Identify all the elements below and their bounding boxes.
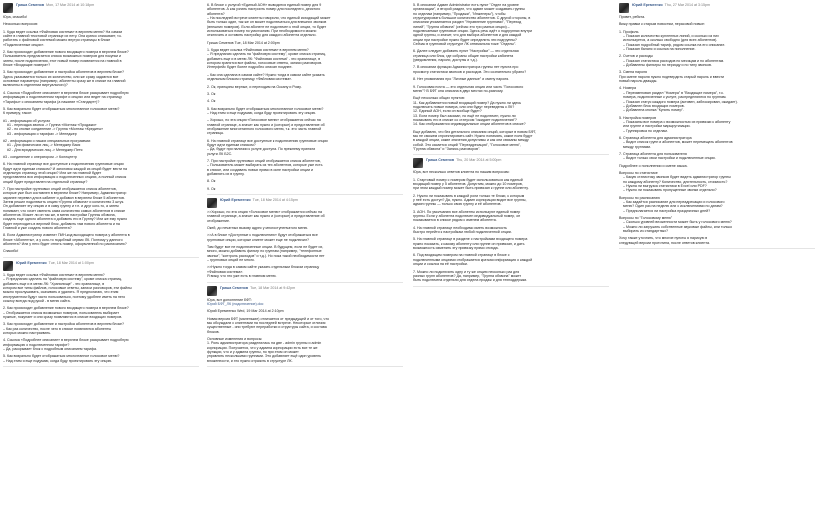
comment-line: следующей версии прототипа, после ответов клиента. xyxy=(619,240,710,245)
comment-line: К примеру, такое: xyxy=(3,111,33,116)
comment-line: Еще добавлю, что без детального описания опций, которые в новом БФТ, xyxy=(413,129,537,134)
avatar[interactable] xyxy=(207,286,217,296)
comment-line: Вопросы по статистике xyxy=(619,170,658,175)
comment xyxy=(413,3,609,151)
comment-line: создать еще одного абонента и добавить его в Группу? Или же ему нужно xyxy=(3,217,128,222)
comment-date: Tue, 18 Mar 2014 at 1:00pm xyxy=(48,260,94,265)
comment-line: абонента? Или у него будет отнять номер, оформленной по расписанию? xyxy=(3,242,127,247)
comment-line: «Подключенные опции». xyxy=(3,42,45,47)
comment-header xyxy=(207,198,403,208)
comment-line: 1. Куда ведет ссылка «Файловая система» в верхнем меню? xyxy=(3,272,105,277)
avatar[interactable] xyxy=(619,3,629,13)
comment-line: Пользователь предлагается список возможных номеров для покупки и xyxy=(3,54,122,59)
comment-line: – Я предлагаю сделать на "файловую систему", кроме списка страниц, xyxy=(3,277,123,282)
comment-line: Окей, до печатных вызову адрес у многоступенчатого меню. xyxy=(207,226,309,231)
comment-line: 4. Ок xyxy=(207,99,216,104)
comment-line: Там будут все не подключенные опции. В будущем, если не будет их, xyxy=(207,245,324,250)
comment-author[interactable]: Гриша Семенов xyxy=(426,158,455,163)
comment-line: 5. В описании Админ Administrator есть пункт "Отдел на уровне xyxy=(413,3,519,7)
comment-line: Хочу также уточнить, что многие пункты я нарисую в xyxy=(619,236,708,241)
comment-line: отдельную страницу этой опции? Или же на главной будет xyxy=(3,170,102,175)
comment-line: представлена вся информация о подключенных опциях, а полный список xyxy=(3,175,127,180)
comment-line: >>Нужно тогда в самом сайте указать отдельным блоком страницу xyxy=(207,265,320,270)
comment-line: мы не сможем спроектировать сайт. Нужно понимать, какие поля будут xyxy=(413,133,533,138)
comment-meta xyxy=(426,158,501,162)
comment-line: 6. Далее следует добавить пункт "Настройки" — это отдельная xyxy=(413,49,519,54)
comment-line: 2. Счетов и расходы xyxy=(619,54,653,59)
divider xyxy=(3,366,199,367)
comment-line: – Пользователь может выбирать из тех абонентов, которые уже есть xyxy=(207,163,323,168)
comment xyxy=(207,286,403,363)
comment-line: 9. Ок xyxy=(207,186,216,191)
comment-line: Интерфейс будет более подробно описан позднее. xyxy=(207,65,293,70)
comment-line: используется, а сколько свободно (для всех абонентов). xyxy=(623,38,718,43)
comment-header xyxy=(3,261,199,271)
comment-line: – Как она сделана в самом сайте? Нужно тогда в самом сайте указать xyxy=(207,72,325,77)
comment-line: 5. Как визуально будет отображаться многоэтапное голосовое меню? xyxy=(3,106,120,111)
comment-line: страница или блок, где собраны общие настройки кабинета xyxy=(413,53,514,58)
comment-line: Основные изменения и вопросы: xyxy=(207,336,263,341)
comment-line: много, можно добавить фильтр по группам (например, "телефонные xyxy=(207,249,322,254)
comment-line: 14. Как отображаются индивидуальные опции абонентов в списке? xyxy=(413,122,526,127)
comment-line: – Показан баланс и ссылка на пополнение. xyxy=(623,47,696,52)
comment-date: Thu, 27 Mar 2014 at 3:15pm xyxy=(664,3,710,7)
comment-line: работать с файловой системой можно внутри страницы в блоке xyxy=(3,38,111,43)
comment-date: Tue, 18 Mar 2014 at 4:15pm xyxy=(252,198,298,203)
avatar[interactable] xyxy=(413,158,423,168)
comment-line: – Отображается список возможных номеров, пользователь выбирает xyxy=(3,310,120,315)
comment-line: 1. Куда ведет ссылка «Файловая система» в верхнем меню? xyxy=(207,48,309,53)
comment-line: Юрий Еремеенко Wed, 19 Mar 2014 at 2:10pm xyxy=(207,309,284,314)
comment-line: абонентов. Может ли он так же, в меню настройки Группы обзвона, xyxy=(3,213,116,218)
comment-line: – Показан количество купленных линий, и сколько из них xyxy=(623,34,719,39)
comment-date: Tue, 18 Mar 2014 at 9:42pm xyxy=(250,285,296,290)
comment-line: сайте в главной текстовой странице их нету. Она кратко описывает, т.к. xyxy=(3,34,122,39)
comment-line: #1 - пересадка звонка -> Группа «Монтаж «Продажи» xyxy=(7,122,97,127)
comment-line: Я вижу, что это уже есть в главном меню. xyxy=(207,274,277,279)
comment-line: по отделам (например, "Продажи", "Инженеры"), чтобы xyxy=(413,11,506,16)
comment-line: по каждому абоненту? Количество, длительность, стоимость? xyxy=(623,179,728,184)
comment-meta xyxy=(220,198,298,202)
comment-line: – Нужно ли показывать пропущенные звонки отдельно? xyxy=(623,188,717,193)
comment xyxy=(413,158,609,282)
comment-line: инструментом будут часто пользоваться, поэтому удобнее иметь на него xyxy=(3,294,126,299)
comment-line: – Видит список групп и абонентов, может перемещать абонентов xyxy=(623,140,733,145)
comment-author[interactable]: Юрий Еремеенко xyxy=(220,198,251,203)
comment xyxy=(619,3,815,245)
avatar[interactable] xyxy=(207,198,217,208)
comment-header xyxy=(207,286,403,296)
comment-line: показывается в списке рядом с именем абонента. xyxy=(413,218,497,223)
comment-line: 6. В блоке с услугой «Единый АОН» выводится единый номер для 9 xyxy=(207,3,322,7)
comment-line: организации", и второй раздел, что админ может создавать группы xyxy=(413,7,525,12)
comment-line: – Да, будут при наличии к услуге доступа. По прежнему приняли xyxy=(207,147,316,152)
comment-line: #3 - соединение с оператором -> Коллцентр xyxy=(3,154,77,159)
comment xyxy=(3,3,199,254)
comment-line: мы обсуждали с клиентами на последней встрече. Некоторые отличия xyxy=(207,320,326,325)
comment-line: Главной и уже создать нового абонента? xyxy=(3,226,72,231)
comment-line: 7. Страница абонента для пользователя xyxy=(619,151,687,156)
comment-line: – На последней встрече клиенты говорили, что единый исходящий может xyxy=(207,16,331,21)
comment-line: будет переходить в верхний блок, добавить там нового абонента и на xyxy=(3,221,120,226)
comment-line: 2. Нужно ли показывать в каждой роли только те блоки, к которым xyxy=(413,193,525,198)
divider xyxy=(3,257,199,258)
comment-line: – Над этим я еще подумаю, когда буду проектировать эту опцию. xyxy=(207,110,317,115)
comment-line: вложенности, и это нужно отразить в структуре ЛК. xyxy=(207,358,293,363)
comment-line: #1 - информация об услугах xyxy=(3,118,51,123)
comment-line: между группами. xyxy=(623,144,652,149)
comment-line: #1 - Для физических лиц -> Менеджер Вася xyxy=(7,143,81,148)
comment-line: собой. Это касается опций "Переадресация", "Голосовое меню", xyxy=(413,142,521,147)
comment-line: можно прослушивать, скачивать и удалять. Я предполагаю, что этим xyxy=(3,290,119,295)
comment-line: абонентов. А как узнать настроить номер для последнего, десятого xyxy=(207,7,321,12)
comment-line: – Показаны все номера с возможностью их привязки к абоненту xyxy=(623,119,731,124)
comment-line: – Предполагается ли настройка праздничных дней? xyxy=(623,208,711,213)
comment-line: Он добавляет эту опцию и в саму группу и т.н. и друг кого-то, а затем xyxy=(3,204,119,209)
comment-line: 8. Ок xyxy=(207,179,216,184)
comment-line: – Видит только свои настройки и подключенные опции. xyxy=(623,156,716,161)
comment-line: 6. Страница абонента для администратора xyxy=(619,135,692,140)
comment-line: 3. Ок xyxy=(207,91,216,96)
comment-line: 1. Куда ведет ссылка «Файловая система» в верхнем меню? На самом xyxy=(3,29,123,34)
comment-date: Mon, 17 Mar 2014 at 10:18pm xyxy=(46,3,95,7)
comment-line: админ группы — только свою группу и её абонентов. xyxy=(413,202,502,207)
comment-line: При смене пароля нужно подтвердить старый пароль и ввести xyxy=(619,74,725,79)
comment-line: заранее перевел для в кабинет и добавил в верхнем блоке 5 абонентов. xyxy=(3,195,125,200)
divider xyxy=(619,248,815,249)
comment-line: нужные, покупает и они сразу появляются в списке входящих номеров. xyxy=(3,314,123,319)
comment-header xyxy=(3,3,199,13)
comment-line: меню"? В БФТ она описана в двух местах по-разному. xyxy=(413,88,504,93)
comment-line: >>А в блоке «Доступные к подключению» будут отображаться все xyxy=(207,233,318,238)
comment-line: основные параметры (например, абоненты сразу же в списке на главной xyxy=(3,79,126,84)
comment-line: услуги ЛК Б2С. xyxy=(207,151,233,156)
comment-line: 12. Единый АОН, если он вообще будет? xyxy=(413,109,482,114)
comment-line: котором хранятся все файлы, голосовые ответы, записи разговоров. xyxy=(207,61,323,66)
comment-author[interactable]: Гриша Семенов xyxy=(220,285,249,290)
comment-line: в списке, или создавать новых прямо в окне настройки опции и xyxy=(207,167,314,172)
avatar[interactable] xyxy=(3,3,13,13)
comment-header xyxy=(619,3,815,13)
comment-line: выбирать из стандартных? xyxy=(623,229,669,234)
comment-author[interactable]: Гриша Семенов xyxy=(16,3,45,7)
divider xyxy=(207,366,403,367)
comment-line: в каждой опции, какие значения допустимы и как они связаны между xyxy=(413,138,529,143)
comment-line: Вопросы по расписанию xyxy=(619,195,660,200)
comment-line: – Добавлены фильтры по периоду и по типу звонков. xyxy=(623,63,712,68)
comment-line: (внешних номеров). Если абонент не подключен к этой опции, то будет xyxy=(207,24,327,29)
comment-line: меню? Один раз на неделю или с исключениями по датам? xyxy=(623,204,723,209)
comment-line: быстро перейти к настройкам любой подключенной опции. xyxy=(413,230,512,235)
comment-line: корпорации. Получается, что у админа корпорации есть все те же xyxy=(207,345,318,350)
comment-line: блоке «Входящие номера»? xyxy=(3,63,51,68)
comment-line: главной странице, а значит как нужно и (которые) и представление об xyxy=(207,214,325,219)
comment-line: – Переименован раздел "Номера" в "Входящие номера", т.к. xyxy=(623,90,724,95)
comment-line: опции и ссылка на её настройки. xyxy=(413,262,468,267)
comment-line: использоваться номер по умолчанию. При необходимости можно xyxy=(207,29,317,34)
divider xyxy=(413,286,609,287)
comment-line: 2. Как происходит добавление нового входящего номера в верхнем блоке? xyxy=(3,306,129,311)
comment-line: «Тарифы» с описанием тарифа (а нажатие «Стандарт»)? xyxy=(3,99,100,104)
column-1 xyxy=(3,3,199,516)
comment-line: управлять несколькими группами. Это добавляет ещё один уровень xyxy=(207,354,321,359)
comment-line: номера, подключенные к услуге, распределяются по группам. xyxy=(623,95,727,100)
comment-line: 4. Ссылка «Подробнее описание» в верхнем блоке раскрывает подробную xyxy=(3,90,129,95)
comment-line: 8. Нет упоминания про "Личные данные" и смену пароля. xyxy=(413,77,510,82)
comment-line: >>Хорошо, но эта опция «Голосовое меню» отображается сейчас на xyxy=(207,210,322,215)
comment-line: – Да, раскрывает блок с подробным описанием тарифа. xyxy=(3,346,97,351)
comment-line: опций будет представлен на отдельной странице? xyxy=(3,179,88,184)
comment-author[interactable]: Юрий Еремеенко xyxy=(16,260,47,265)
comment-line: Вопросы по "Голосовому меню" xyxy=(619,216,673,221)
comment-line: (уведомления, пароли, доступы и т.д.). xyxy=(413,58,478,63)
comment-line: 1. Стартовый номер с номером будет использоваться как единый xyxy=(413,177,523,182)
comment-line: понимает, что хочет сменить сама количество самых абонентов в списке xyxy=(3,208,126,213)
comment-meta xyxy=(220,286,295,290)
comment-line: 8. Если Администратор изменит ПИН-код выходящего номера у абонента в xyxy=(3,233,130,238)
comment-line: добавить еще и в меню ЛК: "Хранилище" - это хранилище, в xyxy=(3,281,105,286)
comment-line: которых можно настраивать. xyxy=(3,330,52,335)
comment-line: возможность изменить эту привязку прямо отсюда. xyxy=(413,246,499,251)
comment-line: – групповых опций не много. xyxy=(207,258,255,263)
comment-line: – Как раз количество, после чего в списке появляются абоненты xyxy=(3,326,112,331)
comment-author[interactable]: Юрий Еремеенко xyxy=(632,3,663,7)
comment-line: абонента? xyxy=(207,11,225,16)
comment-line: или группе и настройки маршрутизации. xyxy=(623,124,691,129)
comment-meta xyxy=(16,3,94,7)
comment-line: линий", "Группа обзвона" (сейчас это три разных опции) – xyxy=(413,24,510,29)
comment-meta xyxy=(632,3,710,7)
comment xyxy=(3,261,199,363)
comment-line: Несколько вопросов: xyxy=(3,22,39,27)
column-3 xyxy=(413,3,609,516)
comment-line: у неё есть доступ? Да, нужно. Админ корпорации видит все группы, xyxy=(413,198,527,203)
comment-line: 4. На главной странице необходимо иметь возможность xyxy=(413,225,507,230)
comment-line: #2 - Для юридических лиц -> Менеджер Петя xyxy=(7,147,83,152)
comment-line: – Сколько уровней вложенности может быть у голосового меню? xyxy=(623,220,732,225)
comment-line: отображение. xyxy=(207,218,230,223)
comment-line: 2. Ок, принципы верные, и переходим на Оксану и Рому. xyxy=(207,84,302,89)
comment-line: 5. Как визуально будет отображаться многоэтапное голосовое меню? xyxy=(207,106,324,111)
comment-line: звонки", "контроль расходов" и т.д.). Но пока такой необходимости нет xyxy=(207,253,325,258)
comment-line: быть подключена отдельно для отдела продаж и для техподдержки. xyxy=(413,278,528,283)
comment-line: страницы. xyxy=(207,131,225,136)
comment-line: блоке «Абоненты», а у кого-то подобный сервис ЛК. Поэтому у данного xyxy=(3,237,123,242)
comment-line: главной странице, а значит как нужно и (которые) и представление об xyxy=(207,122,325,127)
comment-line: при этом каждый номер может быть привязан к группе или абоненту. xyxy=(413,186,529,191)
comment xyxy=(207,3,403,191)
comment-line: – Показан подробный тариф, рядом ссылка на его описание. xyxy=(623,42,726,47)
comment-line: 7. Можно ли подключить одну и ту же опцию несколько раз для xyxy=(413,269,520,274)
comment-line: 3. Как происходит добавление и настройка абонентов в верхнем блоке? xyxy=(3,322,125,327)
comment-line: Гриша Семенов Tue, 18 Mar 2014 at 2:00pm xyxy=(207,40,280,45)
comment-line: будут идти единым списком? xyxy=(207,142,256,147)
comment-line: 7. В описании функции Администратора группы нет пункта про xyxy=(413,65,519,70)
comment-line: добавлять их в группу. xyxy=(207,172,245,176)
comment-line: – Я предлагаю сделать на "файловую систему", кроме списка страниц, xyxy=(207,52,327,57)
comment-line: нужно показать, к какому абоненту или группе он привязан, и дать xyxy=(413,241,525,246)
comment-line: #3 - информация о тарифах -> Менеджер xyxy=(7,131,77,136)
divider xyxy=(207,194,403,195)
comment-line: которые уже был составлен в верхнем блоке? Например, Администратор xyxy=(3,191,127,196)
comment-line: – Нужна ли выгрузка статистики в Excel или PDF? xyxy=(623,184,707,188)
comment-line: быть только один, так же он может подключаться для внешних звонков xyxy=(207,20,327,25)
column-4 xyxy=(619,3,815,516)
comment-line: 13. Если номер был заказан, но ещё не подключен, нужно ли xyxy=(413,113,516,118)
comment-line: 5. Настройка номеров xyxy=(619,115,657,120)
comment-line: групповые опции, которые клиент может еще не подключил? xyxy=(207,237,310,242)
comment-line: – Какую статистику звонков будет видеть администратор группы xyxy=(623,175,731,180)
comment-line: группы. Если у абонента подключен индивидуальный номер, он xyxy=(413,214,521,219)
comment-line: – Как задаётся расписание для переадресации и голосового xyxy=(623,200,725,205)
comment-line: новый пароль дважды. xyxy=(619,79,658,84)
comment-line: котором все типы файлов, голосовые ответы, записи разговоров, эти файлы xyxy=(3,285,132,290)
comment-line: 1. Профиль xyxy=(619,29,639,34)
comment-line: функции, что и у админа группы, но при этом он может xyxy=(207,349,299,354)
comment-line: Привет, ребята. xyxy=(619,15,646,19)
comment-line: 7. При настройке групповых опций отображается список абонентов, xyxy=(207,158,321,163)
comment-line: будут идти единым списком? И заголовок каждой из опций будет вести на xyxy=(3,166,127,171)
comment-line: 4. Ссылка «Подробнее описание» в верхнем блоке раскрывает подробную xyxy=(3,338,129,343)
comment-line: включены в отделении виртуального)? xyxy=(3,83,68,88)
comment-line: – Над этим я еще подумаю, когда буду проектировать эту опцию. xyxy=(3,358,113,363)
comment-line: Юра, вот несколько ответов клиента по нашим вопросам: xyxy=(413,170,510,175)
comment-line: Вижу правки к старым новостям, нерасовой новые: xyxy=(619,22,705,27)
comment-line: 4. Номера xyxy=(619,86,637,91)
comment-line: 6. Под входящим номером на главной странице в блоке с xyxy=(413,253,510,258)
comment-line: – Добавлен блок входящих номеров. xyxy=(623,103,685,108)
comment-line: добавить еще и в меню ЛК: "Файловая система" - это хранилище, в xyxy=(207,56,321,61)
comment-line: "Группа обзвона" и "Запись разговоров". xyxy=(413,146,481,151)
comment-line: – Можно ли загружать собственные звуковые файлы, или только xyxy=(623,224,733,229)
comment-date: Thu, 20 Mar 2014 at 5:00pm xyxy=(456,158,502,163)
comment-line: подключать новые номера, или они будут переведены к ЛК? xyxy=(413,104,515,109)
comment-line: опции при настройке нужно будет определить эти подгруппы? xyxy=(413,37,517,42)
comment-line: затем, после подключения, этот новый номер появляется на главной в xyxy=(3,58,122,63)
comment-line: 3. Смена пароля xyxy=(619,70,647,75)
comment-line: просмотр статистики звонков и расходов. Это сознательно убрано? xyxy=(413,69,527,74)
comment-line: информацию о подключенном тарифе и опциях или ведет на страницу xyxy=(3,95,122,100)
comment-line: 7. При настройке групповых опций отображается список абонентов, xyxy=(3,187,117,191)
comment-line: блоков. xyxy=(207,329,220,334)
comment-line: Здесь указывается только их количество, или же сразу задаются все xyxy=(3,74,119,79)
comment-line: – Добавлена кнопка "Купить номер". xyxy=(623,108,684,113)
comment-line: входящий номер у 5 абонентов. Допустим, можно до 10 номеров, xyxy=(413,182,523,186)
comment-line: структурировать большое количество абонентов. С другой стороны, в xyxy=(413,16,531,21)
comment-line: #2 - по кнопке соединение -> Группа «Монтаж «Кредиты» xyxy=(7,127,104,132)
comment-line: 5. Как визуально будет отображаться многоэтапное голосовое меню? xyxy=(3,354,120,359)
comment-line: отдельным блоком страницу «Файловая система». xyxy=(207,77,293,82)
comment-line: 6. На главной странице все доступные к подключению групповые опции xyxy=(3,162,124,167)
comment-line: Спасибо! xyxy=(3,249,19,254)
comment-line: «Файловая система». xyxy=(207,269,244,274)
comment-line: подключенными опциями отображается краткая информация о каждой xyxy=(413,257,533,262)
comment-meta xyxy=(16,261,94,265)
comment-line: 6. На главной странице все доступные к подключению групповые опции xyxy=(207,138,328,143)
comment-line: Сейчас в групповой структуре ЛК оптимальна тоже "Отделы". xyxy=(413,42,517,47)
avatar[interactable] xyxy=(3,261,13,271)
comment-line: ссылку всегда под рукой - в меню сайта. xyxy=(3,298,71,303)
comment-line: – Группировка по отделам. xyxy=(623,128,668,133)
divider xyxy=(207,282,403,283)
comment-line: – Показан статус каждого номера (активен, заблокирован, ожидает). xyxy=(623,99,738,104)
comment-line: Ещё несколько общих пунктов: xyxy=(413,96,465,101)
comment-line: 1. Роль администратора разделилась на две - admin группы и admin xyxy=(207,341,322,346)
comment-line: 5. На главной странице в разделе с настройками входящего номера xyxy=(413,237,528,242)
comment-line: Юра, спасибо! xyxy=(3,15,28,19)
comment-line: 3. Как происходит добавление и настройка абонентов в верхнем блоке? xyxy=(3,70,125,75)
comment-line: разных групп абонентов? Да, например, "Группа обзвона" может xyxy=(413,273,522,278)
divider xyxy=(413,154,609,155)
comment-line: отображение многоэтапного голосового меню, т.к. это часть главной xyxy=(207,126,322,131)
comment-line: 2. Как происходит добавление нового входящего номера в верхнем блоке? xyxy=(3,50,129,55)
comment xyxy=(207,198,403,278)
comment-line: существенные - они требуют переработки и структуры сайта, и состава xyxy=(207,325,327,330)
comment-line: Юра, вот дополнение БФТ: xyxy=(207,297,253,302)
attachment-link[interactable]: Юрий БФТ_ЛК (подключение).doc xyxy=(207,301,264,306)
comment-line: Новая версия БФТ (маленькие) отличается от предыдущей и от того, что xyxy=(207,316,329,321)
comment-line: 9. Голосовая почта — это отдельная опция или часть "Голосового xyxy=(413,84,524,89)
comment-line: показывать его в списке со статусом "ожидает подключения"? xyxy=(413,117,517,122)
comment-header xyxy=(413,158,609,168)
comment-line: – Хорошо, но эта опция «Голосовое меню» отображается сейчас на xyxy=(207,118,321,123)
comment-line: – Показан статистика расходов по месяцам и по абонентам. xyxy=(623,58,725,63)
comment-line: информацию о подключенном тарифе? xyxy=(3,342,70,347)
comment-line: подключаемые групповые опции. Здесь речь идёт о подгруппах внутри xyxy=(413,29,533,34)
comment-line: одной группы, и значит, что для выбора абонентов и для каждой xyxy=(413,33,522,38)
comment-line: 11. Как добавляется новый входящий номер? Да нужно ли здесь xyxy=(413,100,522,105)
comment-line: отключить и оставить настройку для каждого абонента отдельно. xyxy=(207,33,317,38)
comment-line: Затем решил подключить опцию «Группа обзвона» и количество 3 штук. xyxy=(3,200,125,205)
column-2 xyxy=(207,3,403,516)
comment-line: описании упоминается раздел "Управление группами", "Переход xyxy=(413,20,522,25)
comment-line: Подробнее о пополнении и смене языка. xyxy=(619,163,688,168)
comment-line: #2 - информация о наших специальных программах xyxy=(3,138,91,143)
comment-line: 3. АОН. По умолчанию все абоненты используют единый номер xyxy=(413,209,521,214)
